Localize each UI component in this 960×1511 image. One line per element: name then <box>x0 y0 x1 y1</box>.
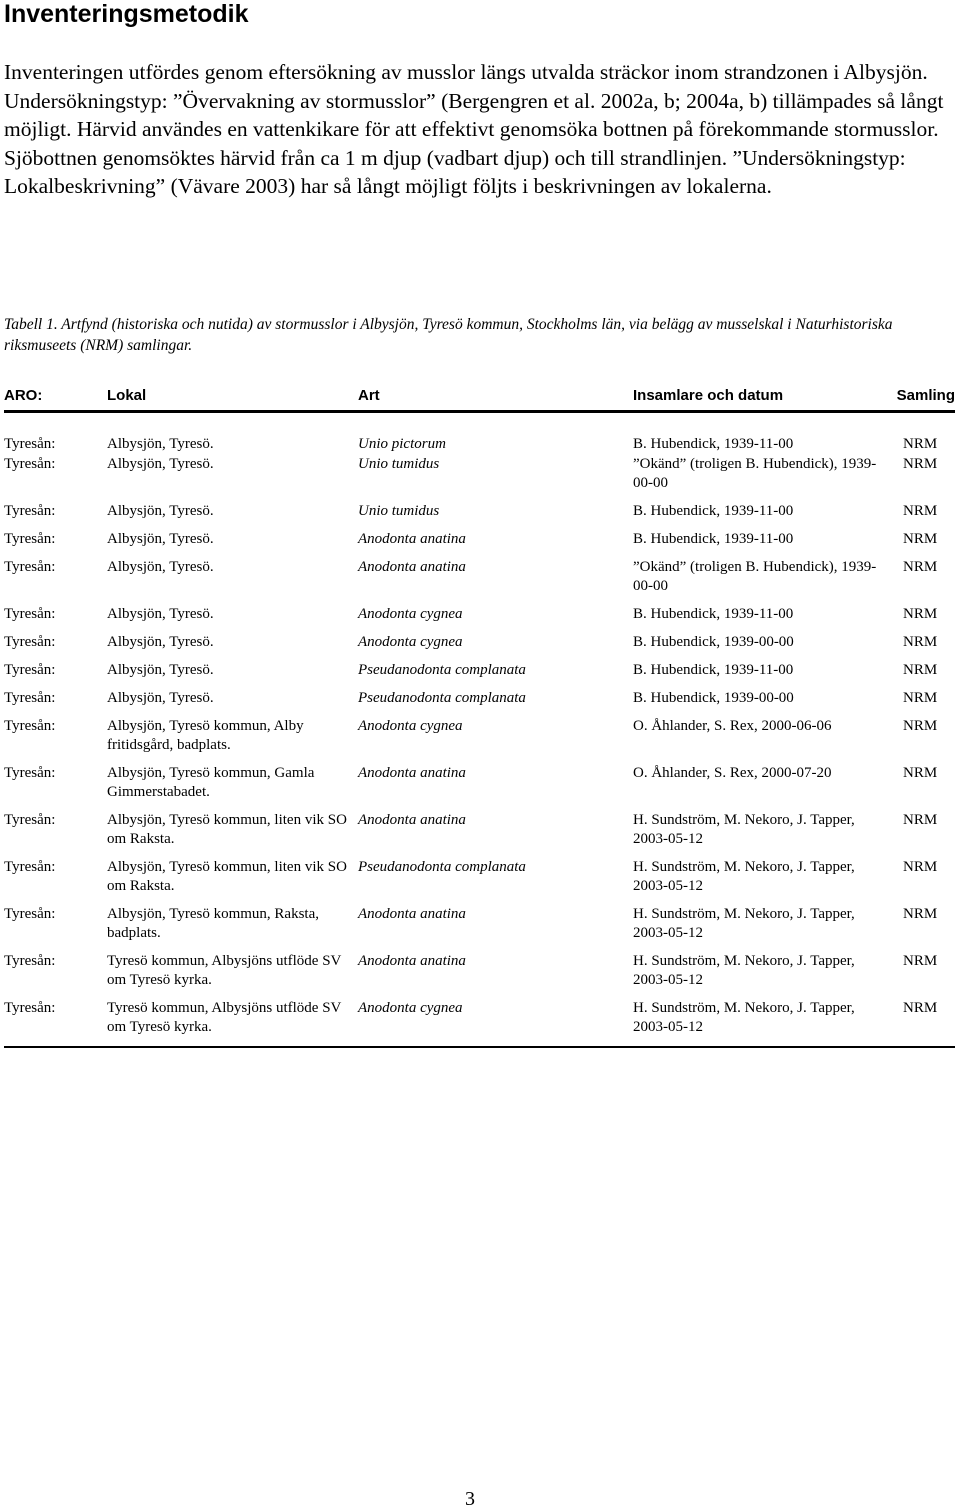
cell-art: Anodonta anatina <box>358 765 466 781</box>
cell-lokal: Albysjön, Tyresö. <box>107 559 214 575</box>
cell-lokal: Albysjön, Tyresö kommun, Alby fritidsgård, badplats. <box>107 718 304 753</box>
table-caption-text: Artfynd (historiska och nutida) av stormusslor i Albysjön, Tyresö kommun, Stockholms län, via belägg av musselskal i Naturhistoriska riksmuseets (NRM) samlingar. <box>4 316 893 354</box>
cell-art: Anodonta anatina <box>358 531 466 547</box>
header-samling: Samling <box>886 383 955 412</box>
table-row <box>4 454 955 493</box>
cell-art: Unio tumidus <box>358 503 440 519</box>
cell-lokal: Tyresö kommun, Albysjöns utflöde SV om Tyresö kyrka. <box>107 953 342 988</box>
cell-lokal: Albysjön, Tyresö. <box>107 662 214 678</box>
table-row <box>4 596 955 624</box>
cell-art: Unio pictorum <box>358 436 446 452</box>
page-number: 3 <box>465 1488 475 1510</box>
cell-insamlare: O. Åhlander, S. Rex, 2000-07-20 <box>633 765 832 781</box>
header-aro: ARO: <box>4 383 107 412</box>
findings-table <box>4 383 955 1048</box>
cell-insamlare: B. Hubendick, 1939-11-00 <box>633 503 794 519</box>
table-row <box>4 680 955 708</box>
table-row <box>4 652 955 680</box>
cell-lokal: Albysjön, Tyresö. <box>107 690 214 706</box>
cell-art: Pseudanodonta complanata <box>358 859 526 875</box>
cell-aro: Tyresån: <box>4 436 56 452</box>
cell-aro: Tyresån: <box>4 953 56 969</box>
intro-paragraph: Inventeringen utfördes genom eftersökning av musslor längs utvalda sträckor inom strandzonen i Albysjön. Undersökningstyp: ”Övervakning av stormusslor” (Bergengren et al. 2002a, b; 2004a, b) tillämpades så långt möjligt. Härvid användes en vattenkikare för att effektivt genomsöka bottnen på förekommande stormusslor. Sjöbottnen genomsöktes härvid från ca 1 m djup (vadbart djup) och till strandlinjen. ”Undersökningstyp: Lokalbeskrivning” (Vävare 2003) har så långt möjligt följts i beskrivningen av lokalerna. <box>4 60 944 199</box>
table-row <box>4 990 955 1047</box>
cell-insamlare: H. Sundström, M. Nekoro, J. Tapper, 2003-05-12 <box>633 859 855 894</box>
cell-lokal: Albysjön, Tyresö. <box>107 456 214 472</box>
cell-art: Anodonta anatina <box>358 559 466 575</box>
table-header-row <box>4 383 955 412</box>
cell-insamlare: O. Åhlander, S. Rex, 2000-06-06 <box>633 718 832 734</box>
cell-insamlare: ”Okänd” (troligen B. Hubendick), 1939-00-00 <box>633 456 877 491</box>
cell-art: Anodonta cygnea <box>358 990 633 1047</box>
cell-insamlare: B. Hubendick, 1939-11-00 <box>633 531 794 547</box>
cell-art: Anodonta anatina <box>358 906 466 922</box>
cell-samling: NRM <box>903 436 938 452</box>
cell-lokal: Tyresö kommun, Albysjöns utflöde SV om Tyresö kyrka. <box>107 990 358 1047</box>
cell-insamlare: B. Hubendick, 1939-00-00 <box>633 634 794 650</box>
table-caption-label: Tabell 1. <box>4 316 58 333</box>
cell-art: Anodonta anatina <box>358 953 466 969</box>
cell-art: Anodonta cygnea <box>358 634 463 650</box>
table-row <box>4 943 955 990</box>
cell-samling: NRM <box>903 531 938 547</box>
cell-aro: Tyresån: <box>4 531 56 547</box>
cell-samling: NRM <box>903 606 938 622</box>
cell-aro: Tyresån: <box>4 690 56 706</box>
cell-samling: NRM <box>903 859 938 875</box>
cell-aro: Tyresån: <box>4 765 56 781</box>
cell-insamlare: B. Hubendick, 1939-11-00 <box>633 662 794 678</box>
page-heading: Inventeringsmetodik <box>4 0 249 28</box>
cell-insamlare: B. Hubendick, 1939-11-00 <box>633 436 794 452</box>
cell-aro: Tyresån: <box>4 859 56 875</box>
cell-aro: Tyresån: <box>4 634 56 650</box>
table-row <box>4 755 955 802</box>
cell-samling: NRM <box>903 503 938 519</box>
cell-samling: NRM <box>903 559 938 575</box>
cell-aro: Tyresån: <box>4 456 56 472</box>
cell-insamlare: B. Hubendick, 1939-00-00 <box>633 690 794 706</box>
cell-lokal: Albysjön, Tyresö kommun, Raksta, badplats. <box>107 906 319 941</box>
table-row <box>4 708 955 755</box>
cell-lokal: Albysjön, Tyresö. <box>107 436 214 452</box>
cell-samling: NRM <box>903 690 938 706</box>
cell-art: Anodonta anatina <box>358 812 466 828</box>
table-row <box>4 896 955 943</box>
cell-insamlare: H. Sundström, M. Nekoro, J. Tapper, 2003-05-12 <box>633 812 855 847</box>
cell-aro: Tyresån: <box>4 906 56 922</box>
cell-art: Unio tumidus <box>358 456 440 472</box>
cell-lokal: Albysjön, Tyresö kommun, Gamla Gimmerstabadet. <box>107 765 315 800</box>
table-caption <box>4 314 954 356</box>
cell-insamlare: H. Sundström, M. Nekoro, J. Tapper, 2003-05-12 <box>633 990 886 1047</box>
cell-samling: NRM <box>903 456 938 472</box>
table-row <box>4 802 955 849</box>
cell-aro: Tyresån: <box>4 606 56 622</box>
cell-aro: Tyresån: <box>4 662 56 678</box>
table-row <box>4 624 955 652</box>
cell-aro: Tyresån: <box>4 503 56 519</box>
cell-samling: NRM <box>903 765 938 781</box>
cell-lokal: Albysjön, Tyresö. <box>107 503 214 519</box>
table-body <box>4 412 955 1048</box>
cell-insamlare: B. Hubendick, 1939-11-00 <box>633 606 794 622</box>
table-row <box>4 849 955 896</box>
cell-lokal: Albysjön, Tyresö. <box>107 531 214 547</box>
cell-lokal: Albysjön, Tyresö. <box>107 634 214 650</box>
cell-aro: Tyresån: <box>4 812 56 828</box>
cell-aro: Tyresån: <box>4 718 56 734</box>
table-row <box>4 521 955 549</box>
header-art: Art <box>358 383 633 412</box>
header-lokal: Lokal <box>107 383 358 412</box>
cell-samling: NRM <box>903 634 938 650</box>
table-row <box>4 412 955 455</box>
cell-aro: Tyresån: <box>4 990 107 1047</box>
cell-art: Pseudanodonta complanata <box>358 690 526 706</box>
cell-insamlare: H. Sundström, M. Nekoro, J. Tapper, 2003-05-12 <box>633 953 855 988</box>
cell-samling: NRM <box>903 953 938 969</box>
table-row <box>4 493 955 521</box>
cell-samling: NRM <box>903 906 938 922</box>
cell-art: Anodonta cygnea <box>358 606 463 622</box>
cell-insamlare: ”Okänd” (troligen B. Hubendick), 1939-00-00 <box>633 559 877 594</box>
header-insamlare: Insamlare och datum <box>633 383 886 412</box>
findings-table-container <box>4 383 955 1048</box>
cell-aro: Tyresån: <box>4 559 56 575</box>
cell-insamlare: H. Sundström, M. Nekoro, J. Tapper, 2003-05-12 <box>633 906 855 941</box>
cell-samling: NRM <box>903 718 938 734</box>
table-row <box>4 549 955 596</box>
cell-art: Anodonta cygnea <box>358 718 463 734</box>
cell-samling: NRM <box>886 990 955 1047</box>
cell-samling: NRM <box>903 812 938 828</box>
cell-art: Pseudanodonta complanata <box>358 662 526 678</box>
cell-lokal: Albysjön, Tyresö. <box>107 606 214 622</box>
cell-lokal: Albysjön, Tyresö kommun, liten vik SO om Raksta. <box>107 812 347 847</box>
cell-samling: NRM <box>903 662 938 678</box>
cell-lokal: Albysjön, Tyresö kommun, liten vik SO om Raksta. <box>107 859 347 894</box>
